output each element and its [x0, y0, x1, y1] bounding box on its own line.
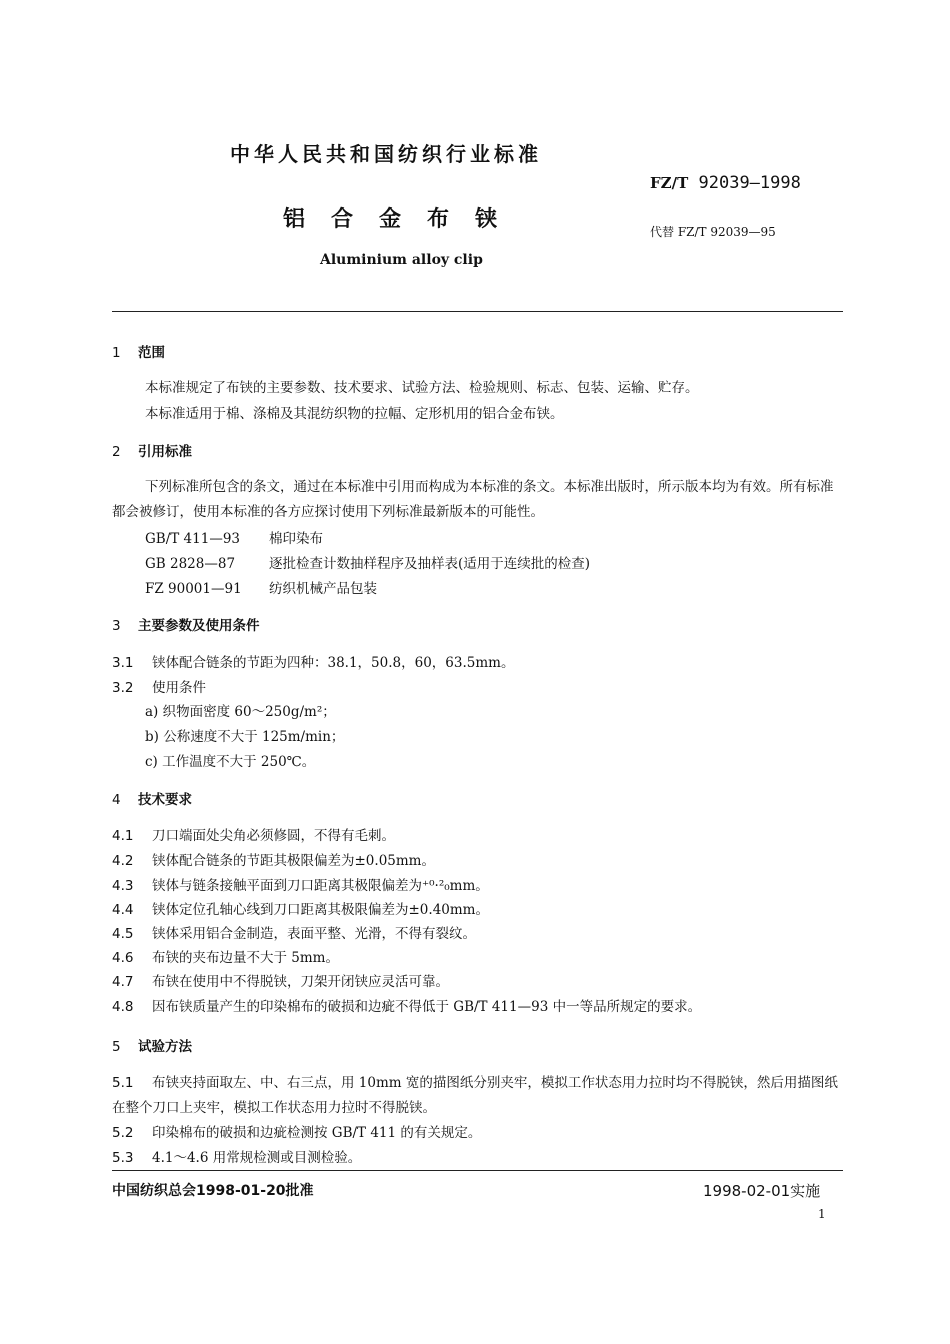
reference-item: FZ 90001—91 纺织机械产品包装 — [145, 581, 377, 597]
clause-4-item: 4.3 铗体与链条接触平面到刀口距离其极限偏差为⁺⁰·²₀mm。 — [112, 878, 489, 894]
effective-date: 1998-02-01实施 — [703, 1182, 821, 1200]
condition-a: a) 织物面密度 60～250g/m²； — [145, 704, 336, 720]
header-divider — [112, 311, 843, 312]
title-english: Aluminium alloy clip — [320, 252, 483, 268]
condition-c: c) 工作温度不大于 250℃。 — [145, 754, 316, 770]
page-number: 1 — [818, 1207, 826, 1221]
clause-4-item: 4.8 因布铗质量产生的印染棉布的破损和边疵不得低于 GB/T 411—93 中一等品所规定的要求。 — [112, 999, 702, 1015]
clause-4-item: 4.4 铗体定位孔轴心线到刀口距离其极限偏差为±0.40mm。 — [112, 902, 489, 918]
standard-code — [650, 173, 801, 193]
approval-line: 中国纺织总会1998-01-20批准 — [112, 1183, 314, 1199]
section-1-para-2: 本标准适用于棉、涤棉及其混纺织物的拉幅、定形机用的铝合金布铗。 — [145, 406, 564, 422]
section-3-heading: 3 主要参数及使用条件 — [112, 618, 260, 634]
condition-b: b) 公称速度不大于 125m/min； — [145, 729, 345, 745]
clause-5-1: 5.1 布铗夹持面取左、中、右三点，用 10mm 宽的描图纸分别夹牢，模拟工作状态用力拉时均不得脱铗，然后用描图纸在整个刀口上夹牢，模拟工作状态用力拉时不得脱铗。 — [112, 1075, 838, 1116]
reference-item: GB/T 411—93 棉印染布 — [145, 531, 323, 547]
clause-4-item: 4.5 铗体采用铝合金制造，表面平整、光滑，不得有裂纹。 — [112, 926, 476, 942]
clause-5-2: 5.2 印染棉布的破损和边疵检测按 GB/T 411 的有关规定。 — [112, 1125, 482, 1141]
clause-4-item: 4.1 刀口端面处尖角必须修圆，不得有毛刺。 — [112, 828, 395, 844]
clause-3-1: 3.1 铗体配合链条的节距为四种：38.1，50.8，60，63.5mm。 — [112, 655, 515, 671]
replaces-note: 代替 FZ/T 92039—95 — [650, 225, 776, 239]
footer-divider — [112, 1170, 843, 1171]
section-2-intro: 下列标准所包含的条文，通过在本标准中引用而构成为本标准的条文。本标准出版时，所示版本均为有效。所有标准都会被修订，使用本标准的各方应探讨使用下列标准最新版本的可能性。 — [112, 479, 834, 520]
standard-number: 92039—1998 — [698, 173, 801, 193]
org-title: 中华人民共和国纺织行业标准 — [230, 142, 542, 166]
section-4-heading: 4 技术要求 — [112, 792, 192, 808]
clause-4-item: 4.7 布铗在使用中不得脱铗，刀架开闭铗应灵活可靠。 — [112, 974, 449, 990]
clause-3-2: 3.2 使用条件 — [112, 680, 206, 696]
section-2-heading: 2 引用标准 — [112, 444, 192, 460]
reference-item: GB 2828—87 逐批检查计数抽样程序及抽样表(适用于连续批的检查) — [145, 556, 591, 572]
section-1-heading: 1 范围 — [112, 345, 165, 361]
section-5-heading: 5 试验方法 — [112, 1039, 192, 1055]
clause-4-item: 4.2 铗体配合链条的节距其极限偏差为±0.05mm。 — [112, 853, 435, 869]
clause-4-item: 4.6 布铗的夹布边量不大于 5mm。 — [112, 950, 339, 966]
title-chinese: 铝合金布铗 — [283, 207, 524, 232]
clause-5-3: 5.3 4.1～4.6 用常规检测或目测检验。 — [112, 1150, 362, 1166]
section-1-para-1: 本标准规定了布铗的主要参数、技术要求、试验方法、检验规则、标志、包装、运输、贮存。 — [145, 380, 699, 396]
standard-prefix: FZ/T — [650, 174, 689, 192]
